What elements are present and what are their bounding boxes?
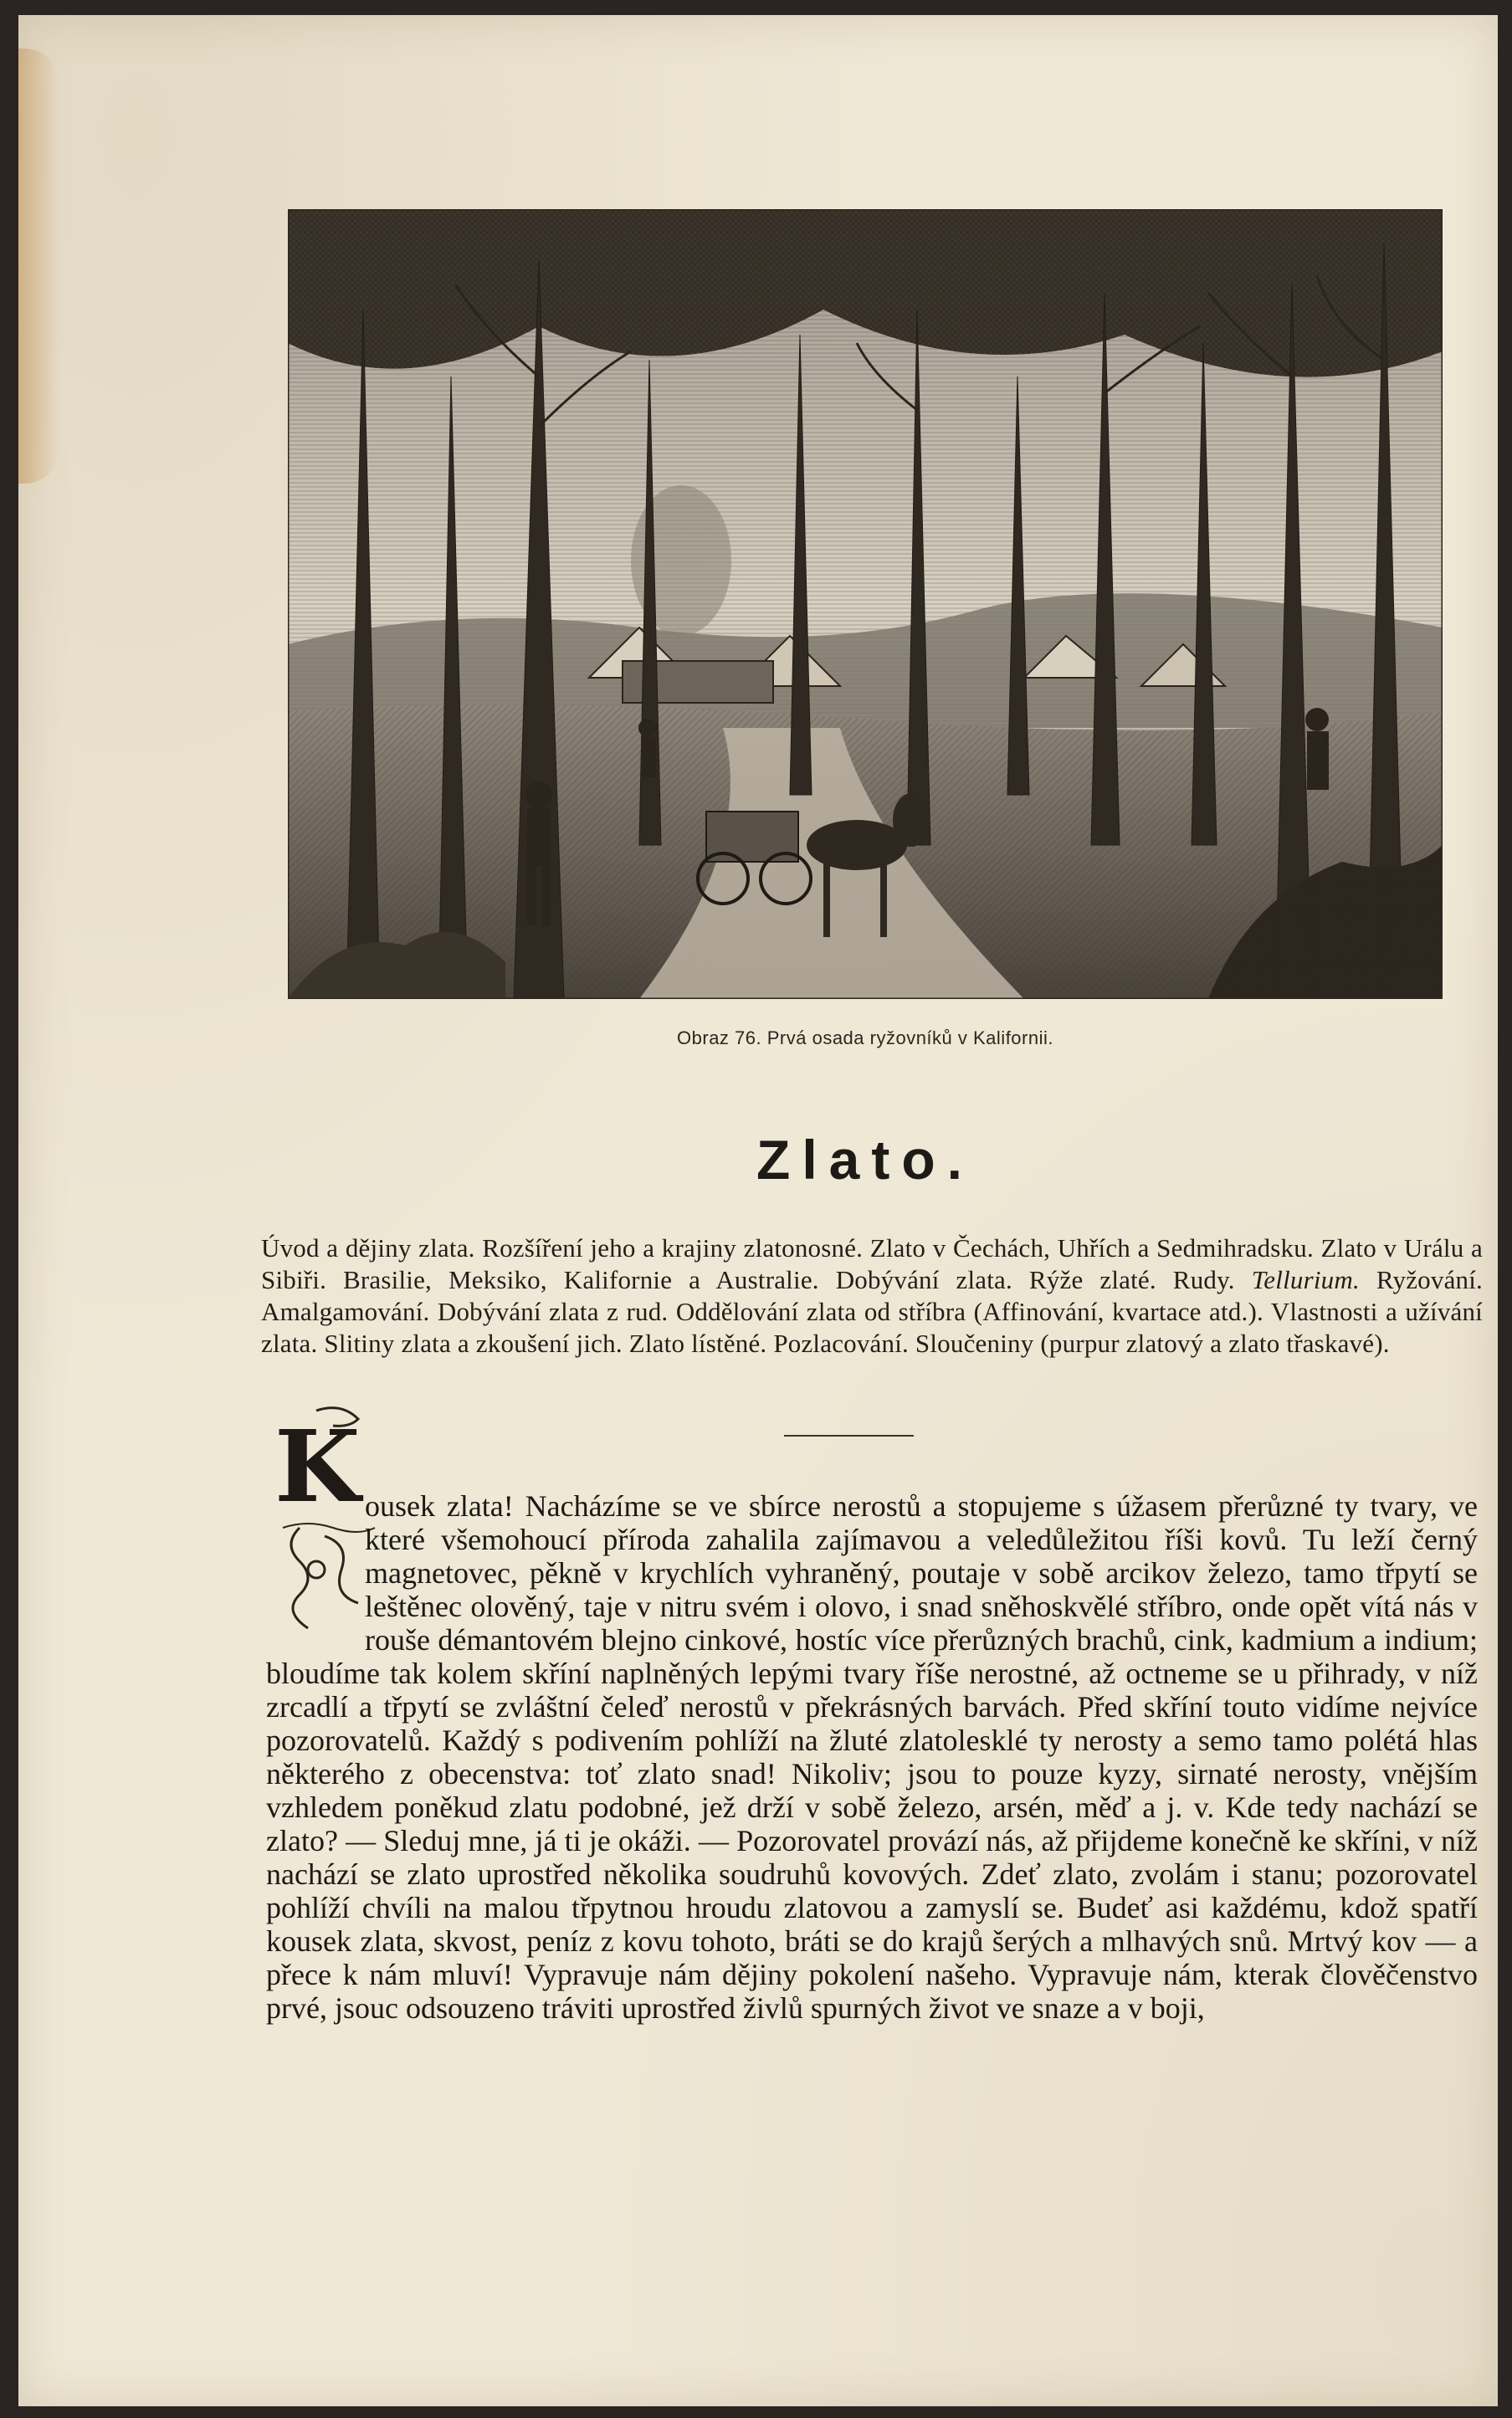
chapter-title: Zlato. bbox=[756, 1129, 974, 1191]
body-paragraph bbox=[266, 1489, 1478, 2025]
summary-part-b: Ryžování. Amalgamování. Dobývání zlata z rud. Oddělování zlata od stříbra (Affinování, kvartace atd.). Vlastnosti a užívání zlata. Slitiny zlata a zkoušení jich. Zlato lístěné. Pozlacování. Sloučeniny (purpur zlatový a zlato třaskavé). bbox=[261, 1265, 1483, 1358]
chapter-summary bbox=[261, 1232, 1483, 1360]
drop-cap-spacer bbox=[266, 1489, 365, 1657]
body-paragraph-text: ousek zlata! Nacházíme se ve sbírce nerostů a stopujeme s úžasem přerůzné ty tvary, ve které všemohoucí příroda zahalila zajímavou a veledůležitou říši kovů. Tu leží černý magnetovec, pěkně v krychlích vyhraněný, poutaje v sobě arcikov železo, tamo třpytí se leštěnec olověný, taje v nitru svém i olovo, i snad sněhoskvělé stříbro, onde opět vítá nás v rouše démantovém blejno cinkové, hostíc více přerůzných brachů, cink, kadmium a indium; bloudíme tak kolem skříní naplněných lepými tvary říše nerostné, až octneme se u přihrady, v níž zrcadlí a třpytí se zvláštní čeleď nerostů v překrásných barvách. Před skříní touto vidíme nejvíce pozorovatelů. Každý s podivením pohlíží na žluté zlatolesklé ty nerosty a semo tamo polétá hlas některého z obecenstva: toť zlato snad! Nikoliv; jsou to pouze kyzy, sirnaté nerosty, vnějším vzhledem poněkud zlatu podobné, jež drží v sobě železo, arsén, měď a j. v. Kde tedy nachází se zlato? — Sleduj mne, já ti je okáži. — Pozorovatel provází nás, až přijdeme konečně ke skříni, v níž nachází se zlato uprostřed několika soudruhů kovových. Zdeť zlato, zvolám i stanu; pozorovatel pohlíží chvíli na malou třpytnou hroudu zlatovou a zamyslí se. Budeť asi každému, kdož spatří kousek zlata, skvost, peníz z kovu tohoto, bráti se do krajů šerých a mlhavých snů. Mrtvý kov — a přece k nám mluví! Vypravuje nám dějiny pokolení našeho. Vypravuje nám, kterak člověčenstvo prvé, jsouc odsouzeno tráviti uprostřed živlů spurných život ve snaze a v boji, bbox=[266, 1489, 1478, 2025]
book-page bbox=[18, 15, 1498, 2406]
engraving-illustration bbox=[288, 209, 1443, 999]
drop-cap-letter: K bbox=[274, 1408, 361, 1524]
summary-part-a: Úvod a dějiny zlata. Rozšíření jeho a krajiny zlatonosné. Zlato v Čechách, Uhřích a Sedmihradsku. Zlato v Urálu a Sibiři. Brasilie, Meksiko, Kalifornie a Australie. Dobývání zlata. Rýže zlaté. Rudy. bbox=[261, 1233, 1483, 1294]
forest-camp-engraving bbox=[288, 209, 1443, 999]
figure-caption: Obraz 76. Prvá osada ryžovníků v Kalifornii. bbox=[677, 1027, 1053, 1048]
section-divider bbox=[784, 1435, 914, 1437]
page-edge-stain bbox=[18, 49, 59, 484]
summary-italic-term: Tellurium. bbox=[1251, 1265, 1360, 1294]
